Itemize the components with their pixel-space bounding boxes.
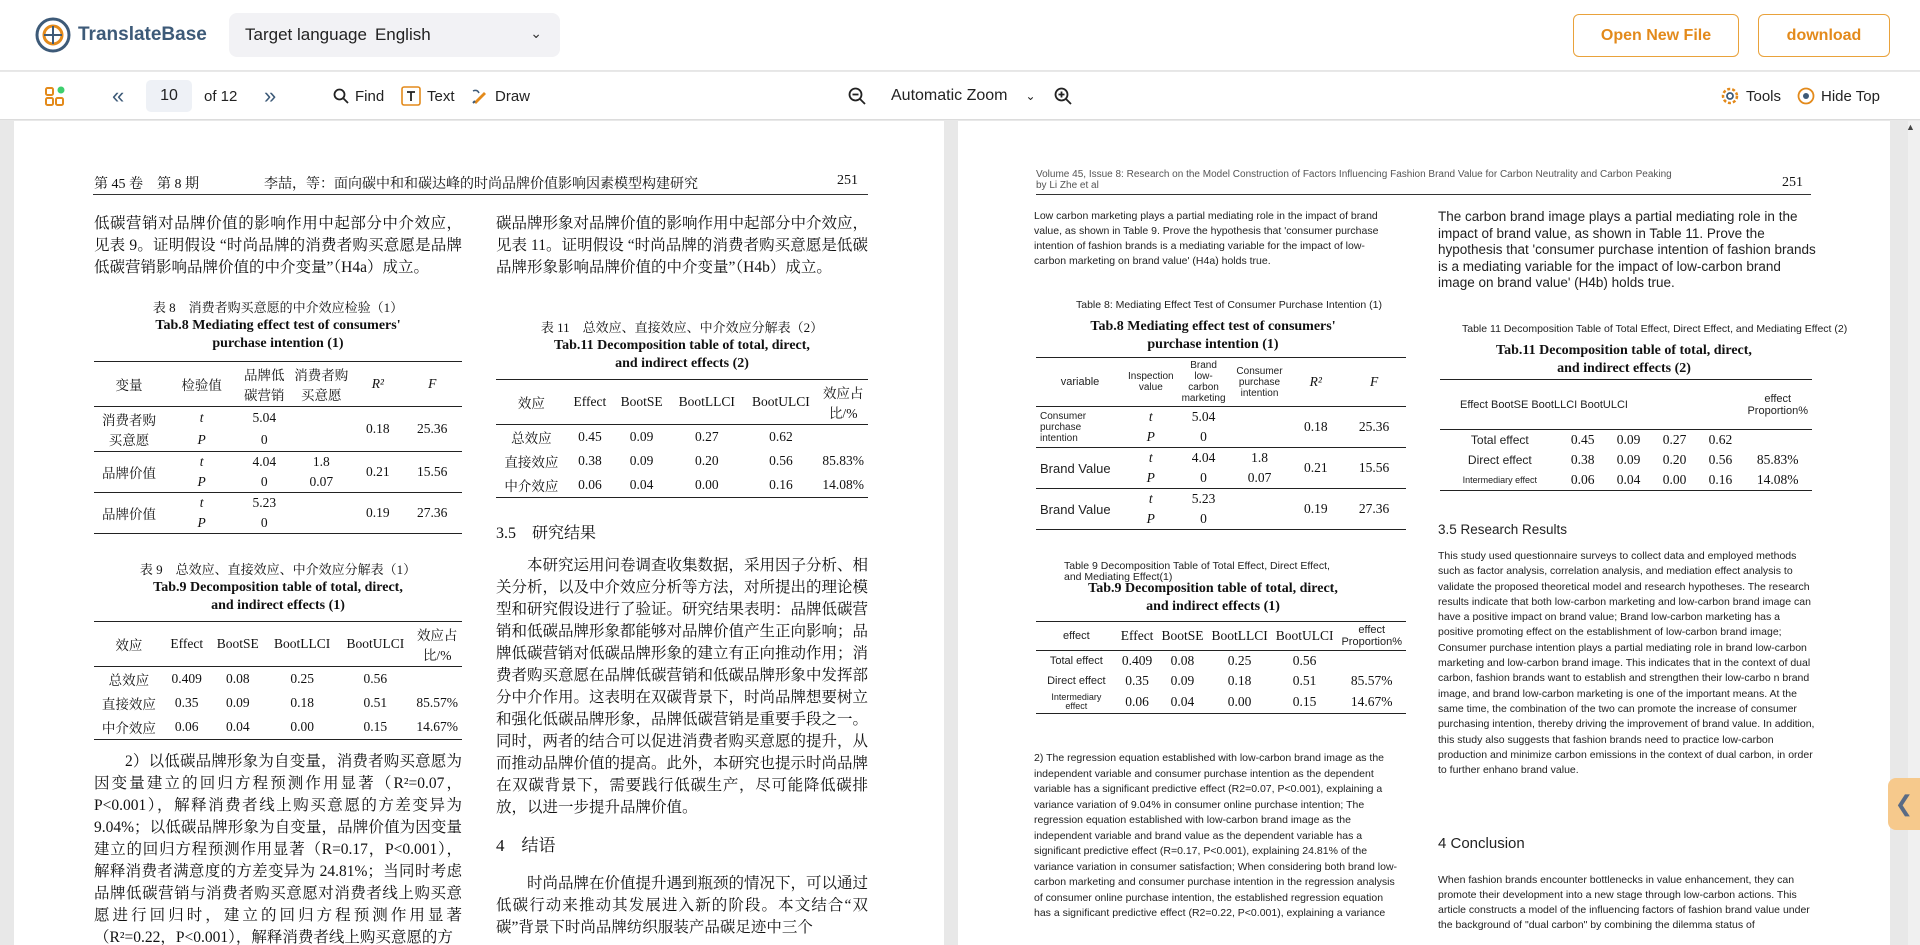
table-cell: 0.18 <box>290 695 314 710</box>
table-header: BootSE <box>216 636 259 651</box>
table-cell: 14.08% <box>1756 472 1799 487</box>
table-cell: 0.07 <box>309 474 334 489</box>
table-row <box>496 473 868 498</box>
table-caption-en: and indirect effects (2) <box>615 356 749 371</box>
table-cell: 27.36 <box>1358 501 1390 516</box>
table-cell: 0.51 <box>1292 673 1317 688</box>
table-row <box>94 407 462 430</box>
page-header-title <box>1036 169 1776 191</box>
table-11-translated <box>1440 379 1812 491</box>
paragraph: When fashion brands encounter bottlenecks in value enhancement, they can promote their development into a new stage through low-carbon actions. This article constructs a model of the influencing factors of fashion brand value under the background of "dual carbon" by combining the dilemma status of <box>1438 874 1810 931</box>
table-header: Effect <box>1120 628 1154 643</box>
table-caption <box>496 319 868 372</box>
target-language-label: Target language <box>245 25 367 44</box>
table-cell: Intermediary effect <box>1051 692 1102 711</box>
table-cell: 0.38 <box>578 453 602 468</box>
table-cell: 0.00 <box>1227 694 1252 709</box>
section-heading: 4 Conclusion <box>1438 835 1525 852</box>
table-caption <box>1034 579 1392 615</box>
table-header: 效应占比/% <box>416 628 458 663</box>
paragraph: Low carbon marketing plays a partial mediating role in the impact of brand value, as shown in Table 9. Prove the hypothesis that 'consumer purchase intention of fashion brands is a mediating variable for the impact of low-carbon marketing on brand value' (H4a) holds true. <box>1034 210 1379 267</box>
translated-page <box>958 121 1890 945</box>
table-row <box>94 667 462 692</box>
table-caption-en: purchase intention (1) <box>1147 337 1279 352</box>
table-caption-en: and indirect effects (1) <box>1146 599 1280 614</box>
grid-icon <box>44 84 68 108</box>
search-icon <box>333 88 349 104</box>
table-cell: 5.23 <box>252 495 277 510</box>
open-new-file-button[interactable]: Open New File <box>1573 14 1739 57</box>
table-cell: 0 <box>260 515 268 530</box>
table-row <box>1036 448 1406 469</box>
table-header: variable <box>1060 376 1100 388</box>
table-row <box>94 622 462 667</box>
table-cell: 0.27 <box>694 429 719 444</box>
table-cell: 0.35 <box>1125 673 1149 688</box>
table-cell: Consumer purchase intention <box>1040 410 1087 444</box>
page-header-number: 251 <box>1782 175 1803 190</box>
table-caption-cn: 表 8 消费者购买意愿的中介效应检验（1） <box>152 300 404 315</box>
table-cell: 14.67% <box>1350 694 1393 709</box>
table-cell <box>289 493 353 514</box>
table-cell: Direct effect <box>1047 675 1106 687</box>
table-cell: 5.04 <box>252 410 277 425</box>
draw-label: Draw <box>495 87 531 105</box>
page-header-author: by Li Zhe et al <box>1036 180 1099 191</box>
table-cell: 0.08 <box>226 671 250 686</box>
page-header-title-text: Volume 45, Issue 8: Research on the Model Construction of Factors Influencing Fashion Brand Value for Carbon Neutrality and Carbon Peaking <box>1036 169 1672 180</box>
table-caption-en: and indirect effects (2) <box>1557 361 1691 376</box>
table-cell: 0.00 <box>694 477 719 492</box>
chevron-left-icon: ❮ <box>1894 791 1914 816</box>
table-cell: 0.07 <box>1247 470 1272 485</box>
table-cell: 0.04 <box>1170 694 1195 709</box>
table-cell: 0.06 <box>1570 472 1595 487</box>
table-cell: Direct effect <box>1467 453 1532 467</box>
table-cell: 0.09 <box>629 429 654 444</box>
table-cell <box>289 407 353 430</box>
table-row <box>94 452 462 473</box>
table-cell: P <box>1146 511 1155 526</box>
table-cell: 0.21 <box>366 464 390 479</box>
table-header: 品牌低碳营销 <box>244 368 285 403</box>
table-cell: t <box>1148 450 1153 465</box>
logo-icon <box>34 16 72 54</box>
table-cell: 85.57% <box>416 695 458 710</box>
download-button[interactable]: download <box>1758 14 1890 57</box>
table-cell: 0.56 <box>1292 653 1317 668</box>
table-cell: 0.62 <box>1708 432 1733 447</box>
table-cell: P <box>197 515 206 530</box>
chevron-down-icon: ⌄ <box>1025 89 1036 103</box>
text-icon <box>401 86 421 106</box>
table-cell <box>1337 651 1406 672</box>
table-cell: Brand Value <box>1040 460 1111 476</box>
table-row <box>94 493 462 514</box>
table-cell: 0.15 <box>363 719 388 734</box>
section-heading: 3.5 Research Results <box>1438 522 1568 537</box>
table-cell: 0.09 <box>1616 432 1641 447</box>
table-cell: t <box>1148 409 1153 424</box>
tools-label: Tools <box>1746 87 1782 105</box>
paragraph: The carbon brand image plays a partial mediating role in the impact of brand value, as shown in Table 11. Prove the hypothesis that 'consumer purchase intention of fashion brands is a mediating variable for the impact of low-carbon brand image on brand value' (H4b) holds true. <box>1438 209 1816 290</box>
table-cell: 0.00 <box>1662 472 1687 487</box>
table-cell: 0.56 <box>1708 452 1733 467</box>
table-cell: 15.56 <box>417 464 448 479</box>
table-cell: Total effect <box>1049 655 1103 667</box>
table-row <box>1440 450 1812 470</box>
table-caption-en: Tab.8 Mediating effect test of consumers' <box>1090 319 1336 334</box>
text-tool-button[interactable] <box>401 72 455 120</box>
brand-logo[interactable] <box>34 16 207 54</box>
page-number-input[interactable]: 10 <box>146 80 192 112</box>
table-header: BootULCI <box>346 636 405 651</box>
table-caption <box>94 561 462 614</box>
table-row <box>1440 430 1812 451</box>
table-header: 效应 <box>517 396 545 411</box>
table-row <box>496 425 868 450</box>
table-header: BootLLCI <box>1211 628 1268 643</box>
table-cell: 0.04 <box>226 719 250 734</box>
previous-page-button[interactable] <box>112 72 124 120</box>
table-header: Consumer purchase intention <box>1236 365 1283 399</box>
zoom-out-icon <box>848 87 866 105</box>
table-cell: 0.09 <box>226 695 250 710</box>
zoom-in-button[interactable] <box>1054 72 1072 120</box>
table-cell: 0.08 <box>1170 653 1195 668</box>
table-header: BootSE <box>1161 628 1204 643</box>
table-cell: 85.57% <box>1350 673 1393 688</box>
double-chevron-right-icon: » <box>264 83 277 108</box>
table-cell: 0.18 <box>1227 673 1252 688</box>
hide-top-label: Hide Top <box>1821 87 1880 105</box>
table-caption-cn: 表 9 总效应、直接效应、中介效应分解表（1） <box>139 562 417 577</box>
table-cell <box>412 667 462 692</box>
table-header: Brand low-carbon marketing <box>1181 360 1226 404</box>
table-cell: Intermediary effect <box>1462 474 1538 485</box>
table-cell: 0 <box>1200 429 1207 444</box>
table-cell: 0.27 <box>1662 432 1687 447</box>
sidebar-toggle-button[interactable] <box>44 72 68 120</box>
gear-icon <box>1720 86 1740 106</box>
table-cell: 0.45 <box>578 429 602 444</box>
table-note: Table 9 Decomposition Table of Total Effect, Direct Effect, and Mediating Effect(1) <box>1064 560 1330 583</box>
table-header: F <box>428 376 437 391</box>
scroll-up-icon[interactable]: ▲ <box>1906 122 1915 132</box>
table-cell <box>818 425 868 450</box>
table-cell: 14.08% <box>822 477 864 492</box>
paragraph: 时尚品牌在价值提升遇到瓶颈的情况下，可以通过低碳行动来推动其发展进入新的阶段。本文结合“双碳”背景下时尚品牌纺织服装产品碳足迹中三个 <box>496 875 869 936</box>
viewer-toolbar <box>0 72 1920 120</box>
table-cell: t <box>199 454 204 469</box>
app-header <box>0 0 1920 71</box>
table-cell: 0.04 <box>1616 472 1641 487</box>
text-label: Text <box>427 87 455 105</box>
table-header: BootSE <box>620 394 663 409</box>
paragraph: This study used questionnaire surveys to collect data and employed methods such as factor analysis, correlation analysis, and mediation effect analysis to validate the proposed theoretical model and research hypotheses. The research results indicate that both low-carbon marketing and low-carbon brand image can have a positive impact on brand value; Brand low-carbon marketing has a positive promoting effect on the establishment of low-carbon brand image; Consumer purchase intention plays a partial mediating role in brand low-carbon marketing and low-carbon brand image. This indicates that in the context of dual carbon, fashion brands want to establish and strengthen their low-carbo n brand image, and brand low-carbon marketing is one of the important means. At the same time, the combination of the two can promote the increase of consumer purchasing intention, thereby driving the improvement of brand value. In addition, this study also suggests that fashion brands need to practice low-carbon production and minimize carbon emissions in the context of dual carbon, in order to further enhano brand value. <box>1438 550 1815 777</box>
table-8 <box>94 361 462 534</box>
table-header: effect <box>1062 630 1090 642</box>
table-cell: 15.56 <box>1358 460 1390 475</box>
table-header: 消费者购买意愿 <box>294 368 349 403</box>
table-caption-en: Tab.9 Decomposition table of total, direct, <box>1088 581 1338 596</box>
table-caption-en: Tab.11 Decomposition table of total, direct, <box>1496 343 1752 358</box>
table-cell: 0.35 <box>174 695 199 710</box>
table-caption-en: purchase intention (1) <box>212 336 344 351</box>
header-rule <box>93 194 868 195</box>
table-cell: 0.62 <box>769 429 793 444</box>
table-11 <box>496 379 868 498</box>
table-header: R² <box>1309 374 1322 389</box>
next-page-button[interactable] <box>264 72 276 120</box>
table-cell: 1.8 <box>1251 450 1268 465</box>
table-row <box>1036 489 1406 510</box>
table-note: Table 8: Mediating Effect Test of Consumer Purchase Intention (1) <box>1075 299 1383 311</box>
table-cell: 0.15 <box>1292 694 1317 709</box>
table-cell: 27.36 <box>417 505 448 520</box>
original-page <box>14 121 944 945</box>
zoom-value: Automatic Zoom <box>891 87 1008 104</box>
table-cell: 0.06 <box>1125 694 1149 709</box>
table-9-translated <box>1036 621 1406 714</box>
table-cell: 5.23 <box>1191 491 1216 506</box>
table-cell: 0.38 <box>1570 452 1595 467</box>
table-cell: 0.19 <box>366 505 390 520</box>
table-cell: 0.56 <box>769 453 793 468</box>
table-cell: 0.409 <box>1121 653 1153 668</box>
circle-dot-icon <box>1797 87 1815 105</box>
double-chevron-left-icon: « <box>112 83 125 108</box>
page-header-volume: 第 45 卷 第 8 期 <box>94 177 199 192</box>
table-header: 检验值 <box>181 378 222 393</box>
table-cell: 1.8 <box>312 454 330 469</box>
zoom-in-icon <box>1054 87 1072 105</box>
table-cell <box>1230 509 1290 530</box>
table-cell: 0.06 <box>174 719 199 734</box>
table-row <box>496 449 868 473</box>
table-header: R² <box>371 376 384 391</box>
table-caption-cn: 表 11 总效应、直接效应、中介效应分解表（2） <box>540 320 824 335</box>
table-cell: 0.51 <box>363 695 388 710</box>
table-caption-en: and indirect effects (1) <box>211 598 345 613</box>
table-header: BootLLCI <box>678 394 735 409</box>
table-cell: t <box>199 495 204 510</box>
table-note: Table 11 Decomposition Table of Total Effect, Direct Effect, and Mediating Effect (2) <box>1462 323 1848 335</box>
table-cell: 0.409 <box>171 671 202 686</box>
table-row <box>94 715 462 740</box>
table-cell: 0.19 <box>1304 501 1328 516</box>
find-label: Find <box>355 87 385 105</box>
table-header: effect Proportion% <box>1747 392 1809 417</box>
table-cell: P <box>1146 429 1155 444</box>
table-cell: 0.56 <box>363 671 388 686</box>
table-cell: 0.20 <box>1662 452 1687 467</box>
table-cell: 4.04 <box>252 454 277 469</box>
table-row <box>1036 691 1406 714</box>
table-header: BootULCI <box>751 394 810 409</box>
table-cell: 0.16 <box>1708 472 1733 487</box>
tools-button[interactable] <box>1720 72 1781 120</box>
table-cell: 25.36 <box>1358 419 1390 434</box>
table-cell: 直接效应 <box>504 455 559 470</box>
table-header: Inspection value <box>1128 371 1174 393</box>
table-cell: Brand Value <box>1040 501 1111 517</box>
table-cell: 0.21 <box>1304 460 1328 475</box>
table-cell: 0 <box>260 474 268 489</box>
table-cell: 0 <box>260 432 268 447</box>
table-9 <box>94 621 462 740</box>
page-header-title: 李喆，等：面向碳中和和碳达峰的时尚品牌价值影响因素模型构建研究 <box>264 177 698 192</box>
table-header: Effect <box>573 394 607 409</box>
zoom-select[interactable] <box>891 72 1036 120</box>
table-row <box>1440 380 1812 430</box>
table-cell: 0 <box>1200 511 1207 526</box>
table-8-translated <box>1036 357 1406 530</box>
find-button[interactable] <box>333 72 384 120</box>
draw-tool-button[interactable] <box>471 72 530 120</box>
table-cell: 中介效应 <box>504 479 559 494</box>
table-caption-en: Tab.9 Decomposition table of total, direct, <box>153 580 403 595</box>
table-header: F <box>1369 374 1379 389</box>
table-cell: 0.04 <box>629 477 654 492</box>
table-cell: 85.83% <box>1756 452 1799 467</box>
section-heading: 4 结语 <box>496 836 556 855</box>
table-cell: 品牌价值 <box>102 466 156 481</box>
table-row <box>496 380 868 425</box>
table-header: Effect <box>170 636 204 651</box>
paragraph: 本研究运用问卷调查收集数据，采用因子分析、相关分析，以及中介效应分析等方法，对所提出的理论模型和研究假设进行了验证。研究结果表明：品牌低碳营销和低碳品牌形象都能够对品牌价值产生正向影响；品牌低碳营销对低碳品牌形象的建立有正向推动作用；消费者购买意愿在品牌低碳营销和低碳品牌形象中发挥部分中介作用。这表明在双碳背景下，时尚品牌想要树立和强化低碳品牌形象，品牌低碳营销是重要手段之一。同时，两者的结合可以促进消费者购买意愿的提升，从而推动品牌价值的提高。此外，本研究也提示时尚品牌在双碳背景下，需要践行低碳生产，尽可能降低碳排放，以进一步提升品牌价值。 <box>496 557 869 816</box>
table-cell: 25.36 <box>417 421 448 436</box>
table-header: 效应 <box>115 638 143 653</box>
table-cell <box>1230 427 1290 448</box>
table-cell: 0.25 <box>290 671 314 686</box>
pen-icon <box>471 87 489 105</box>
table-cell: 0.16 <box>769 477 793 492</box>
table-cell: 14.67% <box>416 719 458 734</box>
table-row <box>1036 407 1406 428</box>
table-cell: 0.00 <box>290 719 314 734</box>
table-caption-en: Tab.11 Decomposition table of total, direct, <box>554 338 810 353</box>
table-cell: 0.18 <box>1304 419 1328 434</box>
table-cell <box>289 429 353 452</box>
table-cell: 0 <box>1200 470 1207 485</box>
table-cell: 4.04 <box>1191 450 1216 465</box>
table-cell: 0.09 <box>1616 452 1641 467</box>
table-cell: t <box>1148 491 1153 506</box>
zoom-out-button[interactable] <box>848 72 866 120</box>
table-cell <box>1230 489 1290 510</box>
table-header: BootLLCI <box>274 636 331 651</box>
table-cell: 总效应 <box>108 673 150 688</box>
table-row <box>1036 358 1406 407</box>
table-cell: 0.18 <box>366 421 390 436</box>
table-cell: 0.20 <box>694 453 719 468</box>
brand-name: TranslateBase <box>78 24 207 45</box>
table-cell: 0.09 <box>629 453 654 468</box>
table-row <box>1036 651 1406 672</box>
hide-top-button[interactable] <box>1797 72 1880 120</box>
table-cell: 0.06 <box>578 477 602 492</box>
table-cell: 0.45 <box>1570 432 1595 447</box>
table-cell: t <box>199 410 204 425</box>
table-cell: P <box>1146 470 1155 485</box>
table-row <box>1440 470 1812 491</box>
target-language-select[interactable] <box>229 13 560 57</box>
table-caption-en: Tab.8 Mediating effect test of consumers' <box>155 318 401 333</box>
header-rule <box>1036 194 1811 195</box>
table-row <box>1036 671 1406 691</box>
table-cell: 总效应 <box>511 431 552 446</box>
table-header: 效应占比/% <box>822 386 864 421</box>
paragraph: 2）以低碳品牌形象为自变量，消费者购买意愿为因变量建立的回归方程预测作用显著（R²=0.07，P<0.001），解释消费者线上购买意愿的方差变异为 9.04%；以低碳品牌形象为自变量，品牌价值为因变量建立的回归方程预测作用显著（R=0.17，P<0.001），解释消费者满意度的方差变异为 24.81%；当同时考虑品牌低碳营销与消费者购买意愿对消费者线上购买意愿进行回归时，建立的回归方程预测作用显著（R²=0.22，P<0.001），解释消费者线上购买意愿的方 <box>94 753 462 945</box>
table-cell: 0.25 <box>1227 653 1252 668</box>
table-cell: 5.04 <box>1191 409 1216 424</box>
table-row <box>94 691 462 715</box>
table-caption <box>1438 341 1810 377</box>
table-header: Effect BootSE BootLLCI BootULCI <box>1460 398 1628 411</box>
table-row <box>1036 622 1406 651</box>
side-panel-toggle[interactable] <box>1888 778 1920 830</box>
table-cell: 品牌价值 <box>102 507 156 522</box>
table-cell: 中介效应 <box>101 721 156 736</box>
target-language-value: English <box>374 25 431 44</box>
table-caption <box>1034 317 1392 353</box>
table-cell: 消费者购买意愿 <box>102 413 156 448</box>
table-cell: 0.09 <box>1170 673 1195 688</box>
table-header: BootULCI <box>1275 628 1334 643</box>
page-total: of 12 <box>204 87 238 105</box>
table-cell: P <box>197 474 206 489</box>
paragraph: 碳品牌形象对品牌价值的影响作用中起部分中介效应，见表 11。证明假设 “时尚品牌的消费者购买意愿是低碳品牌形象影响品牌价值的中介变量”（H4b）成立。 <box>496 215 869 276</box>
table-cell <box>1743 430 1812 451</box>
paragraph: 2) The regression equation established with low-carbon brand image as the independent variable and consumer purchase intention as the dependent variable has a significant predictive effect (R2=0.07, P<0.001), explaining a variance variation of 9.04% in consumer online purchase intention; The regression equation established with low-carbon brand image as the independent variable and brand value as the dependent variable has a significant predictive effect (R=0.17, P<0.001), explaining 24.81% of the variance variation in consumer satisfaction; When considering both brand low-carbon marketing and consumer purchase intention in the regression analysis of consumer online purchase intention, the established regression equation has a significant predictive effect (R2=0.22, P<0.001), explaining a variance <box>1034 752 1398 919</box>
table-cell <box>289 513 353 534</box>
page-header-number: 251 <box>837 173 858 188</box>
table-cell <box>1230 407 1290 428</box>
table-header: 变量 <box>115 378 143 393</box>
paragraph: 低碳营销对品牌价值的影响作用中起部分中介效应，见表 9。证明假设 “时尚品牌的消费者购买意愿是品牌低碳营销影响品牌价值的中介变量”（H4a）成立。 <box>94 215 462 276</box>
table-cell: Total effect <box>1470 433 1529 447</box>
chevron-down-icon: ⌄ <box>530 25 542 41</box>
table-cell: 85.83% <box>822 453 864 468</box>
table-cell: 直接效应 <box>101 697 156 712</box>
table-cell: P <box>197 432 206 447</box>
table-caption <box>94 299 462 352</box>
section-heading: 3.5 研究结果 <box>496 525 597 542</box>
table-header: effect Proportion% <box>1341 624 1403 648</box>
